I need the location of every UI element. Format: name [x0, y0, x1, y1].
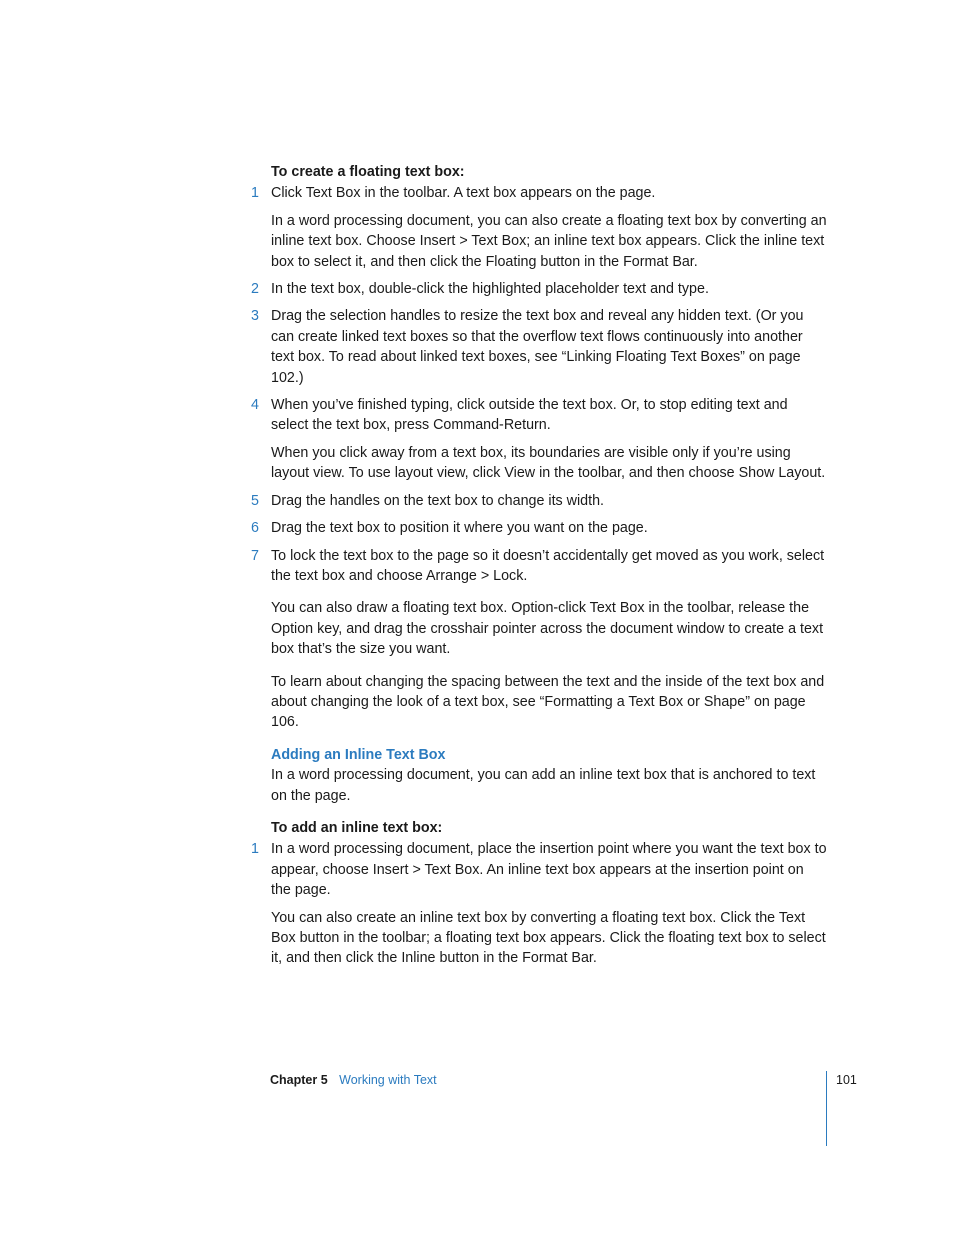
section-heading-inline: Adding an Inline Text Box — [271, 746, 446, 763]
step-text: In a word processing document, place the insertion point where you want the text box to appear, choose Insert > Text Box. An inline text box appears at the insertion point on the page. — [271, 841, 827, 899]
paragraph-inline-intro: In a word processing document, you can add an inline text box that is anchored to text on the page. — [271, 767, 816, 804]
step-2 — [251, 279, 827, 299]
step-6 — [251, 518, 827, 538]
step-7 — [251, 546, 827, 587]
step-note: You can also create an inline text box by converting a floating text box. Click the Text Box button in the toolbar; a floating text box appears. Click the floating text box to select it, and then click the Inline button in the Format Bar. — [271, 909, 826, 967]
step-text: When you’ve finished typing, click outside the text box. Or, to stop editing text and select the text box, press Command-Return. — [271, 397, 788, 434]
step-text: Drag the handles on the text box to change its width. — [271, 492, 605, 509]
task-heading-inline: To add an inline text box: — [271, 819, 443, 836]
step-number: 1 — [251, 841, 259, 858]
step-text: Drag the selection handles to resize the text box and reveal any hidden text. (Or you can create linked text boxes so that the overflow text flows continuously into another text box. To read about linked text boxes, see “Linking Floating Text Boxes” on page 102.) — [271, 308, 804, 386]
page-body — [251, 162, 827, 976]
step-note: When you click away from a text box, its boundaries are visible only if you’re using layout view. To use layout view, click View in the toolbar, and then choose Show Layout. — [271, 444, 826, 482]
step-number: 3 — [251, 308, 259, 325]
step-5 — [251, 491, 827, 511]
step-number: 5 — [251, 492, 259, 509]
step-3 — [251, 306, 827, 388]
footer-divider — [826, 1071, 827, 1146]
step-4 — [251, 395, 827, 436]
step-text: Click Text Box in the toolbar. A text box appears on the page. — [271, 185, 656, 202]
step-text: Drag the text box to position it where you want on the page. — [271, 520, 648, 537]
paragraph-spacing: To learn about changing the spacing between the text and the inside of the text box and about changing the look of a text box, see “Formatting a Text Box or Shape” on page 106. — [271, 673, 825, 731]
paragraph-draw-textbox: You can also draw a floating text box. Option-click Text Box in the toolbar, release the Option key, and drag the crosshair pointer across the document window to create a text box that’s the size you want. — [271, 600, 824, 658]
step-number: 7 — [251, 547, 259, 564]
step-number: 4 — [251, 397, 259, 414]
page-number: 101 — [836, 1073, 857, 1087]
step-number: 1 — [251, 185, 259, 202]
step-1 — [251, 183, 827, 203]
step-number: 2 — [251, 281, 259, 298]
step-text: To lock the text box to the page so it doesn’t accidentally get moved as you work, select the text box and choose Arrange > Lock. — [271, 547, 825, 584]
footer-chapter: Chapter 5 — [270, 1073, 328, 1087]
task-heading-floating: To create a floating text box: — [271, 164, 465, 180]
step-note: In a word processing document, you can also create a floating text box by converting an inline text box. Choose Insert > Text Box; an inline text box appears. Click the inline text box to select it, and then click the Floating button in the Format Bar. — [271, 212, 827, 270]
step-number: 6 — [251, 520, 259, 537]
inline-step-1 — [251, 839, 827, 900]
footer-chapter-title: Working with Text — [339, 1073, 437, 1087]
step-text: In the text box, double-click the highlighted placeholder text and type. — [271, 281, 709, 298]
page-footer — [270, 1071, 437, 1089]
